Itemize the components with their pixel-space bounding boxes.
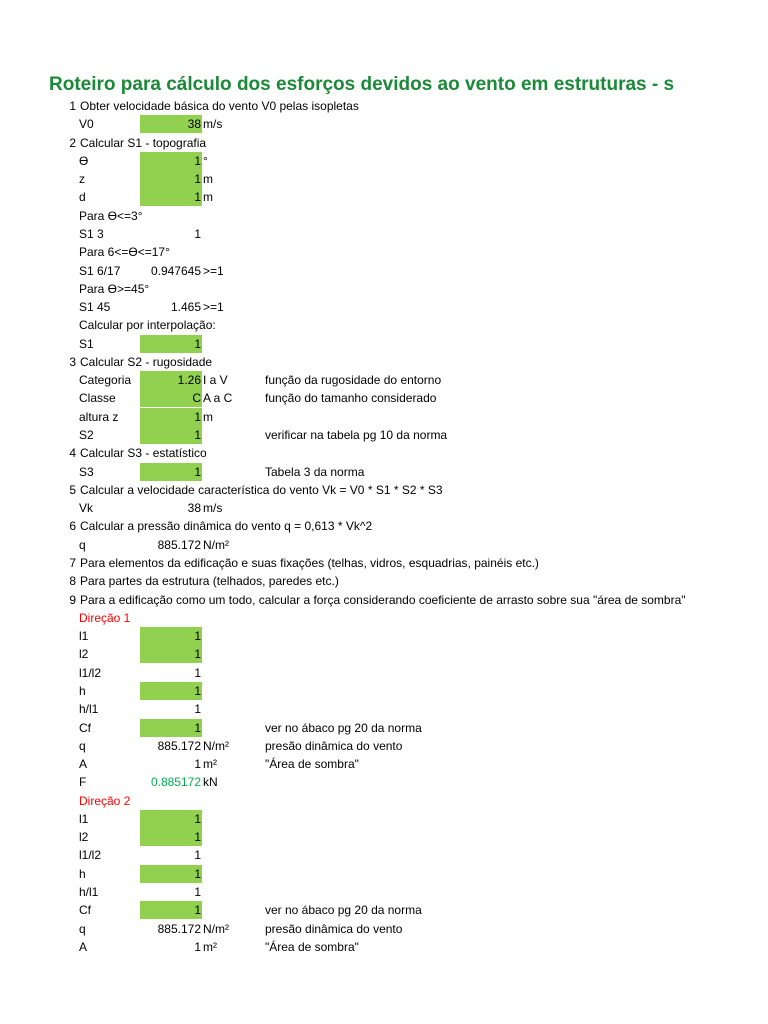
- cell-label: S2: [79, 428, 94, 443]
- note-cell: presão dinâmica do vento: [265, 738, 403, 753]
- unit-cell: >=1: [203, 300, 224, 315]
- input-cell[interactable]: 1: [140, 426, 202, 444]
- cell-label: l2: [79, 830, 89, 845]
- cell-label: z: [79, 172, 85, 187]
- data-row: [0, 810, 768, 828]
- data-row: [0, 499, 768, 517]
- data-row: [0, 719, 768, 737]
- cell-label: l1: [79, 629, 89, 644]
- data-row: [0, 280, 768, 298]
- cell-label: S3: [79, 464, 94, 479]
- value-cell[interactable]: 1: [194, 757, 201, 772]
- cell-label: h: [79, 866, 86, 881]
- data-row: [0, 207, 768, 225]
- cell-label: l1/l2: [79, 848, 102, 863]
- input-cell[interactable]: 1: [140, 152, 202, 170]
- data-row: [0, 664, 768, 682]
- cell-label: Para ϴ<=3°: [79, 208, 143, 223]
- page-title: Roteiro para cálculo dos esforços devidos ao vento em estruturas - s: [49, 74, 675, 95]
- step-text: Calcular a pressão dinâmica do vento q = 0,613 * Vk^2: [80, 519, 373, 534]
- cell-label: d: [79, 190, 86, 205]
- data-row: [0, 846, 768, 864]
- value-cell[interactable]: 1: [194, 226, 201, 241]
- input-cell[interactable]: 1: [140, 627, 202, 645]
- input-cell[interactable]: 1: [140, 408, 202, 426]
- data-row: [0, 828, 768, 846]
- cell-label: h: [79, 683, 86, 698]
- data-row: [0, 682, 768, 700]
- data-row: [0, 792, 768, 810]
- unit-cell: kN: [203, 775, 218, 790]
- cell-label: Para ϴ>=45°: [79, 281, 150, 296]
- step-number: 4: [69, 446, 76, 461]
- value-cell[interactable]: 1: [194, 939, 201, 954]
- cell-label: h/l1: [79, 885, 99, 900]
- data-row: [0, 115, 768, 133]
- data-row: [0, 755, 768, 773]
- input-cell[interactable]: 1.26: [140, 371, 202, 389]
- data-row: [0, 371, 768, 389]
- step-number: 1: [69, 99, 76, 113]
- step-number: 2: [69, 135, 76, 150]
- note-cell: Tabela 3 da norma: [265, 464, 365, 479]
- unit-cell: N/m²: [203, 921, 229, 936]
- step-number: 5: [69, 482, 76, 497]
- cell-label: h/l1: [79, 702, 99, 717]
- unit-cell: °: [203, 153, 208, 168]
- value-cell[interactable]: 0.885172: [150, 775, 201, 790]
- cell-label: Cf: [79, 720, 91, 735]
- step-row: [0, 572, 768, 590]
- value-cell[interactable]: 1: [194, 702, 201, 717]
- step-row: [0, 481, 768, 499]
- data-row: [0, 389, 768, 407]
- cell-label: Categoria: [79, 373, 132, 388]
- note-cell: "Área de sombra": [265, 757, 359, 772]
- input-cell[interactable]: 1: [140, 901, 202, 919]
- data-row: [0, 920, 768, 938]
- note-cell: função do tamanho considerado: [265, 391, 437, 406]
- step-text: Calcular S2 - rugosidade: [80, 354, 213, 369]
- value-cell[interactable]: 1: [194, 885, 201, 900]
- cell-label: S1: [79, 336, 94, 351]
- input-cell[interactable]: 1: [140, 335, 202, 353]
- unit-cell: >=1: [203, 263, 224, 278]
- input-cell[interactable]: 1: [140, 463, 202, 481]
- cell-label: l2: [79, 647, 89, 662]
- cell-label: ϴ: [79, 153, 89, 168]
- cell-label: l1: [79, 811, 89, 826]
- unit-cell: m: [203, 409, 213, 424]
- data-row: [0, 645, 768, 663]
- step-number: 6: [69, 519, 76, 534]
- value-cell[interactable]: 1: [194, 665, 201, 680]
- value-cell[interactable]: 1.465: [170, 300, 201, 315]
- unit-cell: I a V: [203, 373, 228, 388]
- data-row: [0, 408, 768, 426]
- data-row: [0, 298, 768, 316]
- step-text: Calcular a velocidade característica do vento Vk = V0 * S1 * S2 * S3: [80, 482, 443, 497]
- data-row: [0, 700, 768, 718]
- data-row: [0, 609, 768, 627]
- step-row: [0, 591, 768, 609]
- data-row: [0, 335, 768, 353]
- step-text: Para partes da estrutura (telhados, paredes etc.): [80, 574, 339, 589]
- cell-label: altura z: [79, 409, 119, 424]
- step-text: Calcular S1 - topografia: [80, 135, 207, 150]
- data-row: [0, 243, 768, 261]
- note-cell: presão dinâmica do vento: [265, 921, 403, 936]
- cell-label: S1 6/17: [79, 263, 121, 278]
- cell-label: A: [79, 757, 88, 772]
- cell-label: Cf: [79, 903, 91, 918]
- unit-cell: N/m²: [203, 738, 229, 753]
- data-row: [0, 773, 768, 791]
- data-row: [0, 463, 768, 481]
- data-row: [0, 262, 768, 280]
- unit-cell: N/m²: [203, 537, 229, 552]
- data-row: [0, 627, 768, 645]
- data-row: [0, 901, 768, 919]
- input-cell[interactable]: 1: [140, 170, 202, 188]
- cell-label: S1 45: [79, 300, 111, 315]
- cell-label: q: [79, 537, 86, 552]
- cell-label: S1 3: [79, 226, 104, 241]
- cell-label: V0: [79, 117, 94, 132]
- note-cell: ver no ábaco pg 20 da norma: [265, 903, 422, 918]
- data-row: [0, 737, 768, 755]
- value-cell[interactable]: 0.947645: [150, 263, 201, 278]
- step-row: [0, 353, 768, 371]
- input-cell[interactable]: 38: [140, 115, 202, 133]
- cell-label: A: [79, 939, 88, 954]
- unit-cell: m: [203, 190, 213, 205]
- note-cell: ver no ábaco pg 20 da norma: [265, 720, 422, 735]
- data-row: [0, 316, 768, 334]
- unit-cell: m/s: [203, 117, 223, 132]
- step-row: [0, 517, 768, 535]
- cell-label: F: [79, 775, 87, 790]
- cell-label: l1/l2: [79, 665, 102, 680]
- step-text: Para a edificação como um todo, calcular a força considerando coeficiente de arrasto sobre sua "área de sombra": [80, 592, 686, 607]
- cell-label: Direção 1: [79, 610, 131, 625]
- value-cell[interactable]: 1: [194, 848, 201, 863]
- input-cell[interactable]: 1: [140, 188, 202, 206]
- cell-label: Calcular por interpolação:: [79, 318, 216, 333]
- data-row: [0, 152, 768, 170]
- value-cell[interactable]: 885.172: [157, 738, 201, 753]
- value-cell[interactable]: 885.172: [157, 537, 201, 552]
- cell-label: Classe: [79, 391, 116, 406]
- step-number: 8: [69, 574, 76, 589]
- step-text: Calcular S3 - estatístico: [80, 446, 207, 461]
- step-row: [0, 134, 768, 152]
- data-row: [0, 536, 768, 554]
- step-row: [0, 554, 768, 572]
- step-row: [0, 97, 768, 115]
- cell-label: Para 6<=ϴ<=17°: [79, 245, 170, 260]
- unit-cell: m/s: [203, 501, 223, 516]
- data-row: [0, 883, 768, 901]
- data-row: [0, 938, 768, 956]
- unit-cell: m²: [203, 757, 217, 772]
- cell-label: q: [79, 738, 86, 753]
- input-cell[interactable]: 1: [140, 719, 202, 737]
- data-row: [0, 188, 768, 206]
- cell-label: q: [79, 921, 86, 936]
- note-cell: verificar na tabela pg 10 da norma: [265, 428, 448, 443]
- value-cell[interactable]: 885.172: [157, 921, 201, 936]
- unit-cell: A a C: [203, 391, 233, 406]
- data-row: [0, 170, 768, 188]
- step-number: 3: [69, 354, 76, 369]
- value-cell[interactable]: 38: [187, 501, 201, 516]
- input-cell[interactable]: C: [140, 389, 202, 407]
- unit-cell: m²: [203, 939, 217, 954]
- data-row: [0, 225, 768, 243]
- data-row: [0, 426, 768, 444]
- unit-cell: m: [203, 172, 213, 187]
- input-cell[interactable]: 1: [140, 865, 202, 883]
- step-text: Para elementos da edificação e suas fixações (telhas, vidros, esquadrias, painéis etc.): [80, 556, 539, 570]
- step-number: 9: [69, 592, 76, 607]
- input-cell[interactable]: 1: [140, 828, 202, 846]
- input-cell[interactable]: 1: [140, 810, 202, 828]
- note-cell: "Área de sombra": [265, 939, 359, 954]
- step-row: [0, 444, 768, 462]
- input-cell[interactable]: 1: [140, 682, 202, 700]
- cell-label: Vk: [79, 501, 94, 516]
- note-cell: função da rugosidade do entorno: [265, 373, 442, 388]
- input-cell[interactable]: 1: [140, 645, 202, 663]
- cell-label: Direção 2: [79, 793, 131, 808]
- data-row: [0, 865, 768, 883]
- step-number: 7: [69, 556, 76, 570]
- step-text: Obter velocidade básica do vento V0 pelas isopletas: [80, 99, 359, 113]
